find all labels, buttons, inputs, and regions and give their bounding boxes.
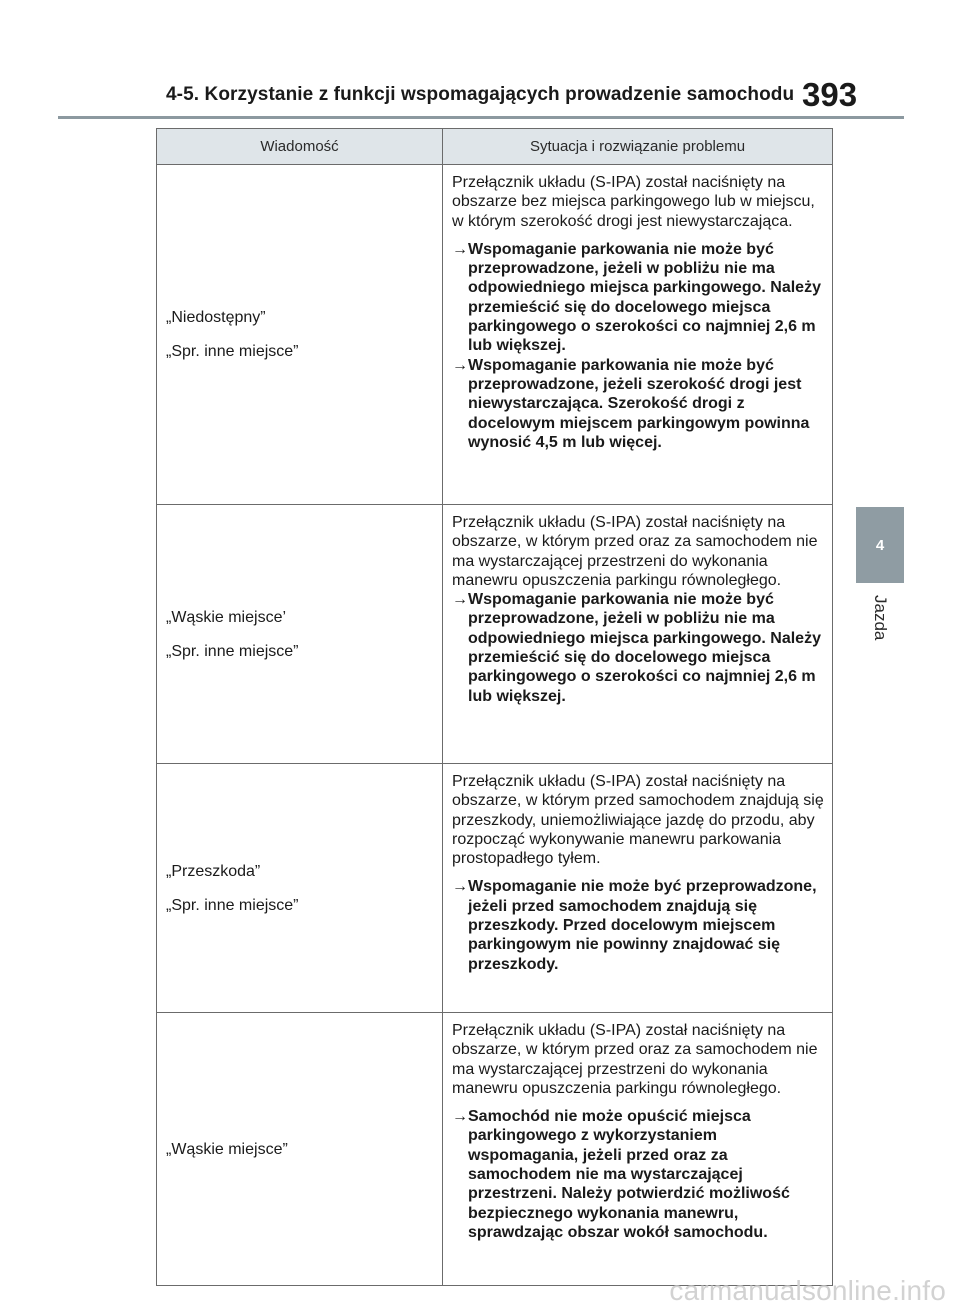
table-row xyxy=(157,165,833,505)
solution-item xyxy=(452,1107,826,1242)
solution-text: Wspomaganie parkowania nie może być przeprowadzone, jeżeli szerokość drogi jest niewystarczająca. Szerokość drogi z docelowym miejscem parkingowym powinna wynosić 4,5 m lub więcej. xyxy=(468,356,810,451)
situation-text: Przełącznik układu (S-IPA) został naciśnięty na obszarze bez miejsca parkingowego lub w miejscu, w którym szerokość drogi jest niewystarczająca. xyxy=(452,174,815,230)
column-header-message: Wiadomość xyxy=(157,129,443,165)
solution-cell xyxy=(443,1013,833,1286)
table-row xyxy=(157,1013,833,1286)
message-cell xyxy=(157,764,443,1013)
arrow-icon: → xyxy=(452,878,468,896)
chapter-label-text: Jazda xyxy=(871,595,890,641)
situation-text: Przełącznik układu (S-IPA) został naciśnięty na obszarze, w którym przed oraz za samochodem nie ma wystarczającej przestrzeni do wykonania manewru opuszczenia parkingu równoległego. xyxy=(452,1022,818,1097)
header-divider xyxy=(58,116,904,119)
solution-item xyxy=(452,877,826,973)
solution-cell xyxy=(443,165,833,505)
situation-text: Przełącznik układu (S-IPA) został naciśnięty na obszarze, w którym przed samochodem znajdują się przeszkody, uniemożliwiające jazdę do przodu, aby rozpocząć wykonywanie manewru parkowania prostopadłego tyłem. xyxy=(452,773,824,868)
situation-text: Przełącznik układu (S-IPA) został naciśnięty na obszarze, w którym przed oraz za samochodem nie ma wystarczającej przestrzeni do wykonania manewru opuszczenia parkingu równoległego. xyxy=(452,514,818,589)
solution-item xyxy=(452,356,826,452)
chapter-tab[interactable]: 4 xyxy=(856,507,904,583)
message-cell xyxy=(157,505,443,764)
watermark: carmanualsonline.info xyxy=(669,1275,946,1306)
arrow-icon: → xyxy=(452,240,468,258)
solution-text: Wspomaganie parkowania nie może być przeprowadzone, jeżeli w pobliżu nie ma odpowiedniego miejsca parkingowego. Należy przemieścić się do docelowego miejsca parkingowego o szerokości co najmniej 2,6 m lub większej. xyxy=(468,240,821,355)
table-row xyxy=(157,505,833,764)
table-row xyxy=(157,764,833,1013)
column-header-solution: Sytuacja i rozwiązanie problemu xyxy=(443,129,833,165)
solution-text: Samochód nie może opuścić miejsca parkingowego z wykorzystaniem wspomagania, jeżeli przed oraz za samochodem nie ma wystarczającej przestrzeni. Należy potwierdzić możliwość bezpiecznego wykonania manewru, sprawdzając obszar wokół samochodu. xyxy=(468,1108,790,1241)
message-cell xyxy=(157,165,443,505)
arrow-icon: → xyxy=(452,591,468,609)
page-header xyxy=(0,0,960,120)
solution-item xyxy=(452,590,826,706)
solution-text: Wspomaganie nie może być przeprowadzone, jeżeli przed samochodem znajdują się przeszkody. Przed docelowym miejscem parkingowym nie powinny znajdować się przeszkody. xyxy=(468,878,817,973)
message-table xyxy=(156,128,833,1286)
section-title: 4-5. Korzystanie z funkcji wspomagających prowadzenie samochodu xyxy=(166,84,795,105)
message-text: „Wąskie miejsce’ xyxy=(166,608,287,626)
solution-text: Wspomaganie parkowania nie może być przeprowadzone, jeżeli w pobliżu nie ma odpowiedniego miejsca parkingowego. Należy przemieścić się do docelowego miejsca parkingowego o szerokości co najmniej 2,6 m lub większej. xyxy=(468,591,821,705)
solution-cell xyxy=(443,505,833,764)
page-number: 393 xyxy=(802,76,858,113)
solution-item xyxy=(452,240,826,356)
arrow-icon: → xyxy=(452,356,468,374)
chapter-label xyxy=(866,595,890,645)
message-cell xyxy=(157,1013,443,1286)
message-text: „Wąskie miejsce” xyxy=(166,1140,288,1158)
solution-cell xyxy=(443,764,833,1013)
table-header-row xyxy=(157,129,833,165)
message-text: „Spr. inne miejsce” xyxy=(166,642,299,660)
message-text: „Spr. inne miejsce” xyxy=(166,896,299,914)
message-text: „Niedostępny” xyxy=(166,309,266,326)
arrow-icon: → xyxy=(452,1108,468,1126)
message-text: „Spr. inne miejsce” xyxy=(166,343,299,360)
message-text: „Przeszkoda” xyxy=(166,862,261,880)
